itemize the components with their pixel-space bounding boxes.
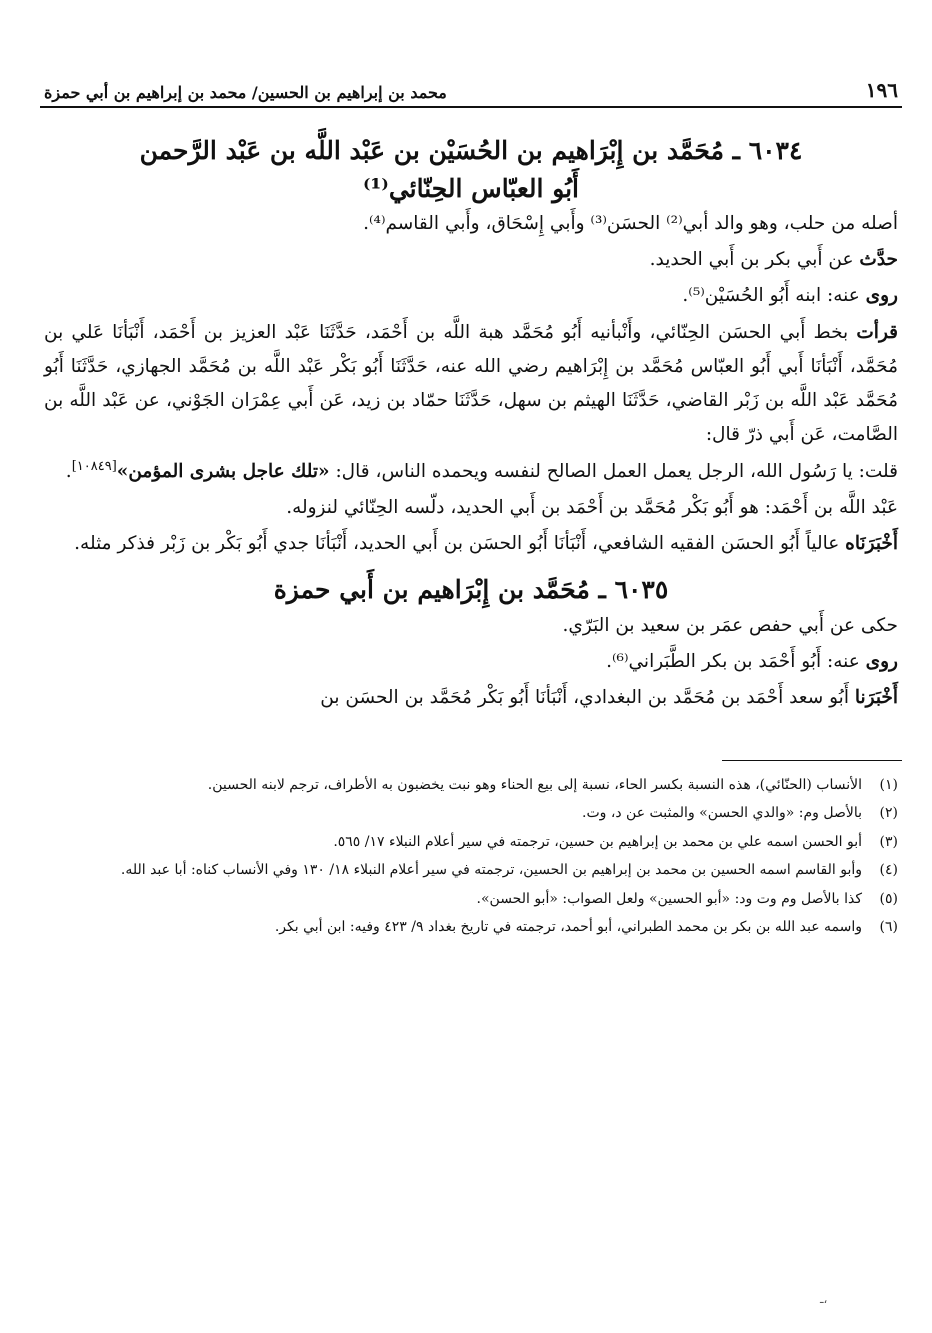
page-header xyxy=(40,60,902,108)
entry1-note: عَبْد اللَّه بن أَحْمَد: هو أَبُو بَكْر مُحَمَّد بن أَحْمَد بن أَبي الحديد، دلّسه الحِنّائي لنزوله. xyxy=(286,496,898,518)
entry1-narrated-by: روى عنه: ابنه أَبُو الحُسَيْن⁽⁵⁾. xyxy=(682,285,898,307)
footnote-separator xyxy=(722,760,902,761)
entry2-narrated-by: روى عنه: أَبُو أَحْمَد بن بكر الطَّبَراني⁽⁶⁾. xyxy=(606,651,898,673)
footnote: (٥) كذا بالأصل وم وت ود: «أبو الحسين» ولعل الصواب: «أبو الحسن». xyxy=(476,890,898,907)
entry1-origin: أصله من حلب، وهو والد أبي⁽²⁾ الحسَن⁽³⁾ وأَبي إِسْحَاق، وأَبي القاسم⁽⁴⁾. xyxy=(363,213,898,234)
book-page xyxy=(40,60,902,944)
entry1-second-isnad: أَخْبَرَنَاه عالياً أَبُو الحسَن الفقيه الشافعي، أَنْبَأنَا أَبُو الحسَن بن أَبي الحديد، أَنْبَأنَا جدي أَبُو بَكْر بن زَبْر فذكر مثله. xyxy=(74,533,898,555)
entry1-narrated-from: حدَّث عن أَبي بكر بن أَبي الحديد. xyxy=(649,249,898,271)
entry2-narrates: حكى عن أَبي حفص عمَر بن سعيد بن البَرّي. xyxy=(562,614,898,636)
keyword: روى xyxy=(865,285,898,307)
running-title: محمد بن إبراهيم بن الحسين/ محمد بن إبراهيم بن أبي حمزة xyxy=(44,83,447,102)
hadith-quote: «تلك عاجل بشرى المؤمن» xyxy=(116,460,330,482)
footnote: (١) الأنساب (الحنّائي)، هذه النسبة بكسر الحاء، نسبة إلى بيع الحناء وهو نبت يخضبون به الأطراف، ترجم لابنه الحسين. xyxy=(207,776,898,793)
page-number: ١٩٦ xyxy=(865,78,898,102)
entry1-hadith: قلت: يا رَسُول الله، الرجل يعمل العمل الصالح لنفسه ويحمده الناس، قال: «تلك عاجل بشرى المؤمن»[١٠٨٤٩]. xyxy=(65,458,898,482)
keyword: حدَّث xyxy=(859,249,898,271)
keyword: أَخْبَرَنا xyxy=(854,687,898,709)
footnote: (٦) واسمه عبد الله بن بكر بن محمد الطبراني، أبو أحمد، ترجمته في تاريخ بغداد ٩/ ٤٢٣ وفيه: ابن أبي بكر. xyxy=(274,919,898,935)
keyword: روى xyxy=(865,651,898,673)
entry-title-6035: ٦٠٣٥ ـ مُحَمَّد بن إِبْرَاهيم بن أَبي حمزة xyxy=(273,575,669,605)
corner-mark: ـ، xyxy=(820,1292,828,1306)
footnote: (٢) بالأصل وم: «والدي الحسن» والمثبت عن د، وت. xyxy=(582,805,898,821)
footnotes xyxy=(40,773,902,940)
entry-title-6034: ٦٠٣٤ ـ مُحَمَّد بن إِبْرَاهيم بن الحُسَيْن بن عَبْد اللَّه بن عَبْد الرَّحمن xyxy=(139,136,803,165)
entry2-isnad: أَخْبَرَنا أَبُو سعد أَحْمَد بن مُحَمَّد بن البغدادي، أَنْبَأنَا أَبُو بَكْر مُحَمَّد بن الحسَن بن xyxy=(320,687,898,709)
entry1-isnad: قرأت بخط أَبي الحسَن الحِنّائي، وأَنْبأنيه أَبُو مُحَمَّد هبة اللَّه بن أَحْمَد، حَدَّثَنَا عَبْد العزيز بن أَحْمَد، أَنْبَأنَا عَلي بن مُحَمَّد، أَنْبَأنَا أَبي أَبُو العبّاس مُحَمَّد بن إِبْرَاهيم رضي الله عنه، حَدَّثَنَا أَبُو بَكْر عَبْد اللَّه بن مُحَمَّد الجهازي، حَدَّثَنَا أَبُو مُحَمَّد عَبْد اللَّه بن زَبْر القاضي، حَدَّثَنَا الهيثم بن سهل، حَدَّثَنَا حمّاد بن زيد، عَن أَبي عِمْرَان الجَوْني، عن عَبْد اللَّه بن الصَّامت، عَن أَبي ذرّ قال: xyxy=(44,321,898,446)
keyword: أَخْبَرَنَاه xyxy=(845,533,898,555)
footnote: (٣) أبو الحسن اسمه علي بن محمد بن إبراهيم بن حسين، ترجمته في سير أعلام النبلاء ١٧/ ٥٦٥. xyxy=(333,833,898,850)
keyword: قرأت xyxy=(856,321,898,343)
entry-subtitle-6034: أَبُو العبّاس الحِنّائي⁽¹⁾ xyxy=(362,173,580,203)
hadith-ref: [١٠٨٤٩] xyxy=(71,458,117,474)
footnote: (٤) وأبو القاسم اسمه الحسين بن محمد بن إبراهيم بن الحسين، ترجمته في سير أعلام النبلاء ١٨/ ١٣٠ وفي الأنساب كناه: أبا عبد الله. xyxy=(120,862,898,878)
